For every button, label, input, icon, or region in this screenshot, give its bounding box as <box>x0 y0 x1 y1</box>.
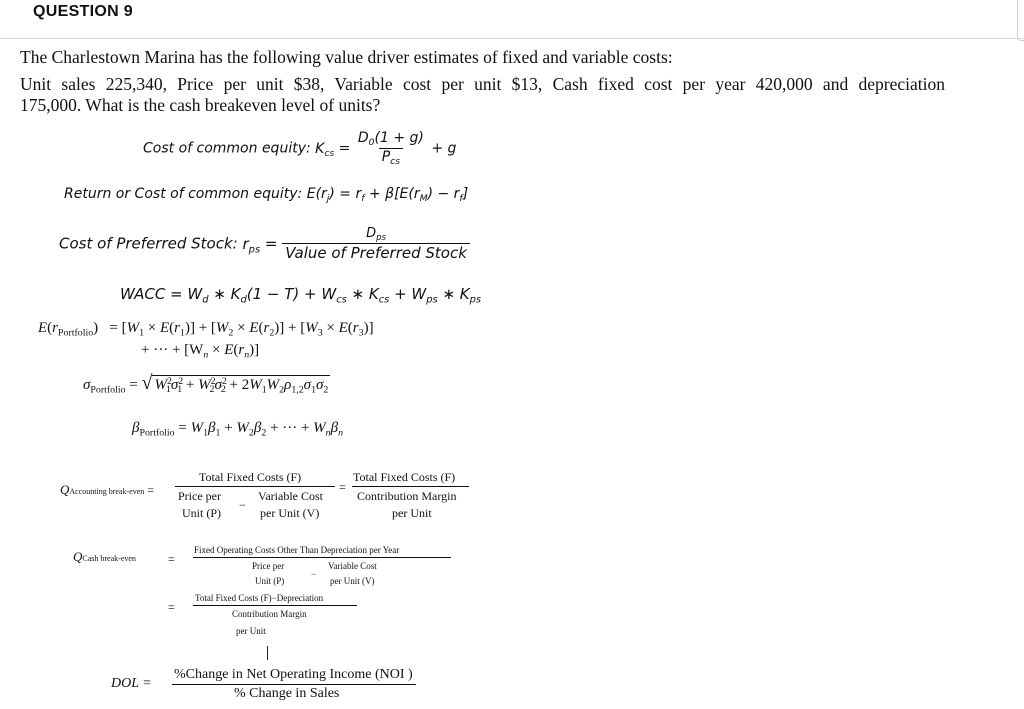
accounting-label: Accounting break-even <box>69 487 145 496</box>
cash-unit-p: Unit (P) <box>255 576 285 586</box>
cash-price-per: Price per <box>252 561 285 571</box>
accounting-per-unit-v: per Unit (V) <box>260 506 320 520</box>
formula-cost-common-equity: Cost of common equity: $K_{cs}$ = $\frac{D_0(1 + g)}{P_{cs}}$ + g <box>143 130 457 168</box>
cash-den2b: per Unit <box>236 626 266 636</box>
dol-num: %Change in Net Operating Income (NOI ) <box>174 667 413 682</box>
accounting-unit-p: Unit (P) <box>182 506 221 520</box>
cash-per-unit-v: per Unit (V) <box>330 576 375 586</box>
preferred-denominator: Value of Preferred Stock <box>282 243 470 262</box>
accounting-den2a: Contribution Margin <box>357 489 457 503</box>
formula-wacc: WACC = $W_d$ ∗ $K_d(1 - T) + W_{cs}$ ∗ $K_{cs} + W_{ps}$ ∗ $K_{ps}$ <box>120 285 482 306</box>
cash-den2a: Contribution Margin <box>232 609 307 619</box>
dol-label: DOL <box>111 676 139 691</box>
formula-portfolio-return: $E(r_{Portfolio}) = [W_1 \times E(r_1)] + [W_2 \times E(r_2)] + [W_3 \times E(r_3)]$ <box>38 320 374 339</box>
accounting-den2b: per Unit <box>392 506 432 520</box>
question-title: QUESTION 9 <box>33 3 133 20</box>
question-line2: 175,000. What is the cash breakeven level of units? <box>20 95 381 115</box>
accounting-price-per: Price per <box>178 489 221 503</box>
formula-return-cost: Return or Cost of common equity: $E(r_j) = r_f + \beta[E(r_M) - r_f]$ <box>64 186 469 205</box>
cash-label: Cash break-even <box>82 554 136 563</box>
portfolio-continuation: + ··· + [W <box>141 342 204 358</box>
formula-portfolio-return-cont: + ··· + $[W_n \times E(r_n)]$ <box>141 342 260 361</box>
accounting-variable-cost: Variable Cost <box>258 489 323 503</box>
text-cursor <box>267 646 268 660</box>
formula-portfolio-sigma: $\sigma_{Portfolio}$ = √ $W^2_1\sigma^2_1 + W^2_2\sigma^2_2 + 2W_1W_2\rho_{1,2}\sigma_1\sigma_2$ <box>83 372 329 396</box>
scrollbar[interactable] <box>1017 0 1024 41</box>
accounting-num2: Total Fixed Costs (F) <box>353 470 456 484</box>
formula-preferred: Cost of Preferred Stock: $r_{ps}$ = $\frac{D_{ps}}{\text{Value of Preferred Stock}}$ <box>59 226 470 262</box>
cash-variable-cost: Variable Cost <box>328 561 377 571</box>
cost-common-equity-label: Cost of common equity: <box>143 140 311 157</box>
question-line1: Unit sales 225,340, Price per unit $38, Variable cost per unit $13, Cash fixed cost per year 420,000 and depreciation <box>20 74 945 94</box>
header-divider <box>0 38 1024 39</box>
accounting-num1: Total Fixed Costs (F) <box>199 470 302 484</box>
dol-den: % Change in Sales <box>234 686 340 701</box>
question-intro: The Charlestown Marina has the following value driver estimates of fixed and variable costs: <box>20 47 673 67</box>
cash-num1: Fixed Operating Costs Other Than Depreciation per Year <box>194 545 400 555</box>
cash-num2: Total Fixed Costs (F)−Depreciation <box>195 593 324 603</box>
formula-portfolio-beta: $\beta_{Portfolio} = W_1\beta_1 + W_2\beta_2$ + ··· + $W_n\beta_n$ <box>132 420 344 439</box>
preferred-label: Cost of Preferred Stock: <box>59 234 238 253</box>
return-cost-label: Return or Cost of common equity: <box>64 186 303 202</box>
